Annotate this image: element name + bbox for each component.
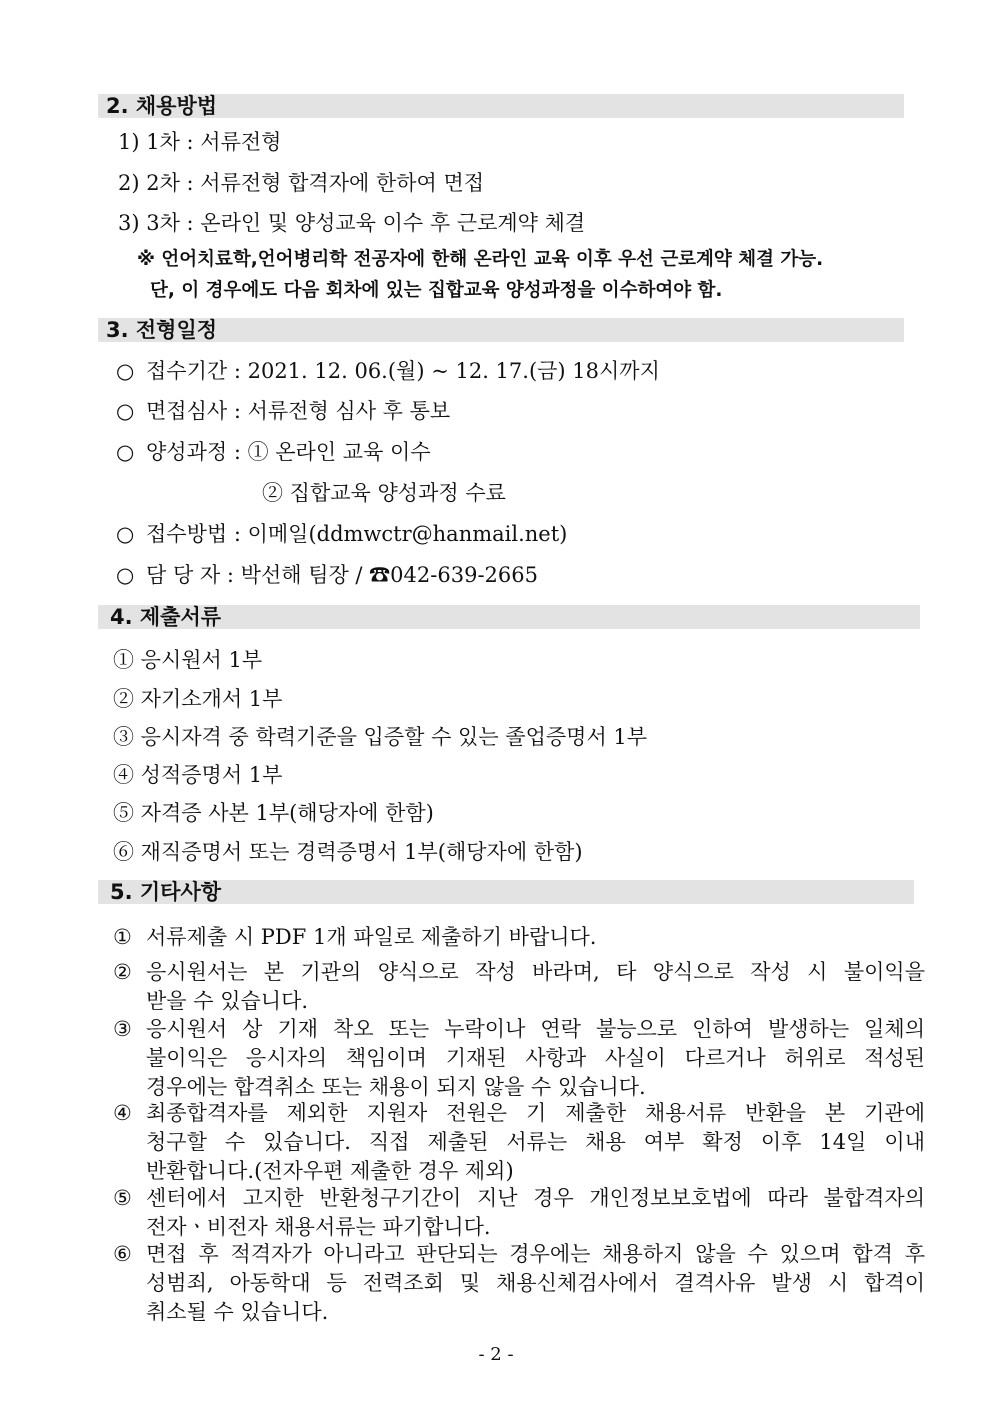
circle-bullet-icon: ○ [116, 440, 135, 464]
document-item-4: ④ 성적증명서 1부 [113, 763, 283, 787]
notice-text: 경우에는 합격취소 또는 채용이 되지 않을 수 있습니다. [146, 1075, 646, 1099]
document-item-5: ⑤ 자격증 사본 1부(해당자에 한함) [113, 801, 434, 825]
notice-item-2 [113, 958, 925, 1016]
schedule-value: 서류전형 심사 후 통보 [247, 399, 451, 423]
notice-text: 서류제출 시 PDF 1개 파일로 제출하기 바랍니다. [146, 925, 597, 949]
schedule-label: 담 당 자 : [146, 563, 234, 587]
notice-text: 반환합니다.(전자우편 제출한 경우 제외) [146, 1159, 514, 1183]
document-item-6: ⑥ 재직증명서 또는 경력증명서 1부(해당자에 한함) [113, 840, 583, 864]
schedule-label: 접수방법 : [146, 522, 241, 546]
notice-text: 받을 수 있습니다. [146, 989, 309, 1013]
sec2-note-line-2: 단, 이 경우에도 다음 회차에 있는 집합교육 양성과정을 이수하여야 함. [150, 280, 723, 301]
schedule-row-contact [116, 560, 538, 590]
notice-text: 면접 후 적격자가 아니라고 판단되는 경우에는 채용하지 않을 수 있으며 합격 후 [146, 1242, 925, 1266]
circle-bullet-icon: ○ [116, 522, 135, 546]
sec2-item-3: 3) 3차 : 온라인 및 양성교육 이수 후 근로계약 체결 [118, 211, 586, 235]
notice-number: ⑥ [113, 1242, 132, 1266]
schedule-value: 2021. 12. 06.(월) ~ 12. 17.(금) 18시까지 [247, 359, 660, 383]
schedule-row-method [116, 519, 567, 549]
notice-number: ④ [113, 1101, 132, 1125]
circle-bullet-icon: ○ [116, 563, 135, 587]
sec2-item-1: 1) 1차 : 서류전형 [118, 130, 282, 154]
schedule-row-training-2: ② 집합교육 양성과정 수료 [262, 481, 506, 505]
notice-number: ③ [113, 1017, 132, 1041]
sec2-item-2: 2) 2차 : 서류전형 합격자에 한하여 면접 [118, 171, 485, 195]
notice-item-5 [113, 1184, 925, 1242]
notice-item-1 [113, 923, 925, 952]
notice-text: 청구할 수 있습니다. 직접 제출된 서류는 채용 여부 확정 이후 14일 이내 [146, 1130, 925, 1154]
schedule-label: 접수기간 : [146, 359, 241, 383]
notice-text: 전자ㆍ비전자 채용서류는 파기합니다. [146, 1215, 491, 1239]
schedule-value: 박선해 팀장 / ☎042-639-2665 [240, 563, 538, 587]
notice-text: 최종합격자를 제외한 지원자 전원은 기 제출한 채용서류 반환을 본 기관에 [146, 1101, 925, 1125]
notice-text: 응시원서는 본 기관의 양식으로 작성 바라며, 타 양식으로 작성 시 불이익을 [146, 960, 925, 984]
notice-text: 센터에서 고지한 반환청구기간이 지난 경우 개인정보보호법에 따라 불합격자의 [146, 1186, 925, 1210]
section-5-header: 5. 기타사항 [98, 880, 914, 904]
section-2-header: 2. 채용방법 [98, 94, 904, 118]
schedule-value: 이메일(ddmwctr@hanmail.net) [247, 522, 568, 546]
schedule-label: 면접심사 : [146, 399, 241, 423]
schedule-row-training [116, 437, 431, 467]
notice-number: ② [113, 960, 132, 984]
section-4-header: 4. 제출서류 [98, 605, 920, 629]
notice-text: 성범죄, 아동학대 등 전력조회 및 채용신체검사에서 결격사유 발생 시 합격이 [146, 1271, 925, 1295]
notice-number: ⑤ [113, 1186, 132, 1210]
notice-text: 취소될 수 있습니다. [146, 1300, 329, 1324]
document-item-1: ① 응시원서 1부 [113, 648, 263, 672]
document-item-3: ③ 응시자격 중 학력기준을 입증할 수 있는 졸업증명서 1부 [113, 725, 648, 749]
page-number: - 2 - [478, 1344, 514, 1365]
notice-item-6 [113, 1240, 925, 1327]
schedule-row-interview [116, 396, 450, 426]
notice-number: ① [113, 925, 132, 949]
notice-text: 불이익은 응시자의 책임이며 기재된 사항과 사실이 다르거나 허위로 적성된 [146, 1046, 925, 1070]
notice-text: 응시원서 상 기재 착오 또는 누락이나 연락 불능으로 인하여 발생하는 일체의 [146, 1017, 925, 1041]
schedule-label: 양성과정 : [146, 440, 241, 464]
sec2-note-line-1: ※ 언어치료학,언어병리학 전공자에 한해 온라인 교육 이후 우선 근로계약 체결 가능. [137, 249, 824, 270]
section-3-header: 3. 전형일정 [98, 318, 904, 342]
document-item-2: ② 자기소개서 1부 [113, 687, 283, 711]
notice-item-4 [113, 1099, 925, 1186]
circle-bullet-icon: ○ [116, 399, 135, 423]
circle-bullet-icon: ○ [116, 359, 135, 383]
notice-item-3 [113, 1015, 925, 1102]
schedule-value: ① 온라인 교육 이수 [247, 440, 431, 464]
schedule-row-period [116, 356, 660, 386]
